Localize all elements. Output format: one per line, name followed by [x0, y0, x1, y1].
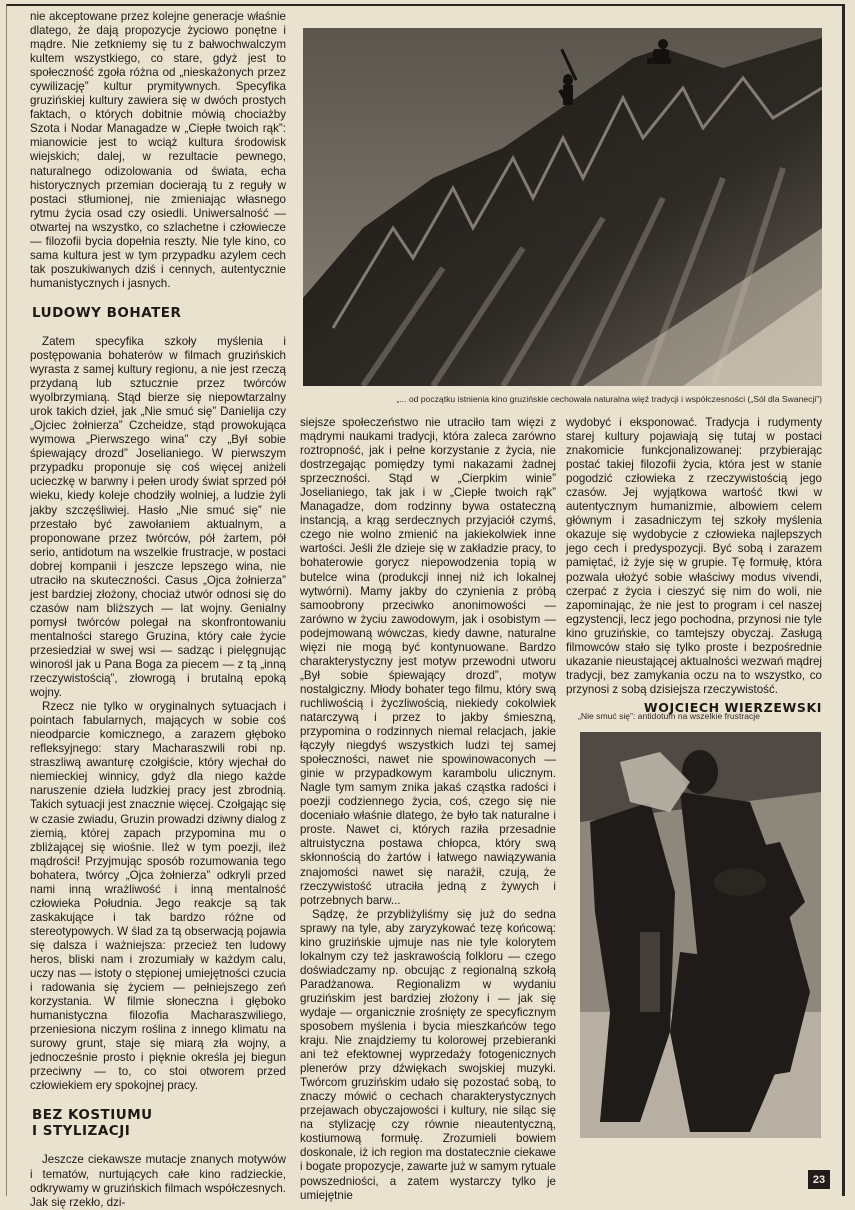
article-column-2: [300, 416, 556, 1203]
article-paragraph: siejsze społeczeństwo nie utraciło tam więzi z mądrymi naukami tradycji, która zaleca zarówno roztropność, jak i pełne korzystanie z życia, nie dostrzegając pomiędzy tymi nakazami żadnej sprzeczności. Stąd w „Cierpkim winie” Joselianiego, tak jak i w „Ciepłe twoich rąk” Managadze, dom rodzinny bywa ostateczną instancją, a krąg serdecznych przyjaciół czymś, czego nie wolno zmienić na jakiekolwiek inne wartości. Jeśli źle dzieje się w zakładzie pracy, to bohaterowie gorycz niepowodzenia topią w butelce wina (produkcji innej niż ich lokalnej wytwórni). Mamy jakby do czynienia z próbą samoobrony przeciwko anonimowości — zarówno w życiu zawodowym, jak i osobistym — podejmowaną wówczas, kiedy dawne, naturalne więzi nie mogą być kontynuowane. Bardzo charakterystyczny jest motyw przewodni utworu „Był sobie śpiewający drozd”, motyw nostalgiczny. Młody bohater tego filmu, który swą ruchliwością i życzliwością, niekiedy cokolwiek natarczywą i przez to jakby śmieszną, przypomina o rodzinnych niemal relacjach, jakie łączyły niegdyś wszystkich ludzi tej samej społeczności, nawet nie spowinowaconych — ginie w przypadkowym karambolu ulicznym. Nagle tym samym znika jakaś cząstka radości i poezji codziennego życia, coś, czego się nie doceniało właśnie dlatego, że było tak naturalne i proste. Nawet ci, których raziła przesadnie altruistyczna postawa chłopca, który swą skłonnością do żartów i łatwego nawiązywania znajomości nawet się narażił, czują, że rzeczywistość utraciła jedną z żywych i potrzebnych barw...: [300, 416, 556, 907]
article-paragraph: Sądzę, że przybliżyliśmy się już do sedna sprawy na tyle, aby zaryzykować tezę końcową: kino gruzińskie ujmuje nas nie tyle kolorytem lokalnym czy też jaskrawością folkloru — czego doświadczamy np. obcując z regionalną szkołą Paradżanowa. Regionalizm w wydaniu gruzińskim jest bardziej złożony i — jak się wydaje — organicznie zrośnięty ze specyficznym sposobem myślenia i bycia mieszkańców tego kraju. Nie znajdziemy tu kolorowej przebieranki ani też efektownej wyprzedaży fotogenicznych plenerów przy dźwiękach swojskiej muzyki. Twórcom gruzińskim udało się pozostać sobą, to znaczy mówić o cechach charakterystycznych przejawach obyczajowości i kultury, nie siląc się na stylizację czy równie nieautentyczną, kostiumową formułę. Zrozumieli bowiem doskonale, iż ich region ma dostatecznie ciekawe i bogate propozycje, zawarte już w samym rytuale powszedniości, a zatem wystarczy tylko je umiejętnie: [300, 907, 556, 1202]
photo-caption: „Nie smuć się”: antidotum na wszelkie frustracje: [578, 711, 760, 721]
page-number: 23: [808, 1170, 830, 1189]
author-byline: WOJCIECH WIERZEWSKI: [643, 699, 822, 715]
article-paragraph: Zatem specyfika szkoły myślenia i postępowania bohaterów w filmach gruzińskich wyrasta z samej kultury regionu, a nie jest rzeczą przydaną lub sztucznie przez twórców wyolbrzymianą. Stąd bierze się niepowtarzalny urok takich dzieł, jak „Nie smuć się” Danielija czy „Ojciec żołnierza” Czcheidze, stąd prowokująca wymowa „Pierwszego wina” czy „Był sobie śpiewający drozd” Joselianiego. W pierwszym przypadku proponuje się coś więcej aniżeli ucieczkę w barwny i pełen urody świat sprzed pół wieku, kiedy koleje chodziły wolniej, a ludzie żyli jakby szczęśliwiej. Hasło „Nie smuć się” nie przestało być zawołaniem aktualnym, a proponowane przez twórców, pół żartem, pół serio, antidotum na wszelkie frustracje, w postaci dobrej kompanii i jeszcze lepszego wina, nie utraciło na skuteczności. Casus „Ojca żołnierza” jest bardziej złożony, chociaż utwór odnosi się do czasów nam bliższych — lat wojny. Genialny pomysł twórców polegał na skonfrontowaniu mentalności starego Gruzina, który całe życie przesiedział w swej wsi — sadząc i pielęgnując winorośl jak u Pana Boga za piecem — z tą „inną rzeczywistością”, złowrogą i brutalną epoką wojny.: [30, 334, 286, 700]
mountain-climbers-photo: [303, 28, 822, 386]
article-column-1: [30, 10, 286, 1210]
article-paragraph: nie akceptowane przez kolejne generacje właśnie dlatego, że dają propozycje życiowo ponętne i mądre. Nie zetkniemy się tu z bałwochwalczym kultem wszystkiego, co stare, gdyż jest to społeczność zgoła różna od „nieskażonych przez cywilizację” kultur prymitywnych. Specyfika gruzińskiej kultury zawiera się w dwóch prostych faktach, o których dobitnie mówią chociażby Szota i Nodar Managadze w „Ciepłe twoich rąk”: mianowicie jest to wciąż kultura środowisk wiejskich; dalej, w rezultacie pewnego, naturalnego odizolowania od świata, echa historycznych przemian docierają tu z reguły w postaci stłumionej, nie zmieniając własnego rytmu życia osad czy osiedli. Uniwersalność — otwartej na wszystko, co szlachetne i człowiecze — filozofii bycia dopełnia reszty. Nie tyle kino, co sama kultura jest w tym przypadku azylem cech tak poszukiwanych dziś i cennych, autentycznie humanistycznych i jasnych.: [30, 10, 286, 290]
men-drinking-photo: [580, 732, 821, 1138]
article-paragraph: Rzecz nie tylko w oryginalnych sytuacjach i pointach fabularnych, mających w sobie coś nieodparcie komicznego, a zarazem głęboko refleksyjnego: stary Macharaszwili robi np. straszliwą awanturę czołgiście, który wjechał do niemieckiej winnicy, gdyż dla niego każde naruszenie dzieła ludzkiej pracy jest zbrodnią. Takich sytuacji jest znacznie więcej. Czołgając się w czasie zwiadu, Gruzin prowadzi dziwny dialog z ziemią, której zapach przypomina mu o zbliżającej się wiośnie. Ileż w tym poezji, ileż mądrości! Przyjmując sposób rozumowania tego bohatera, twórcy „Ojca żołnierza” odkryli przed nami inną wrażliwość i inną mentalność człowieka Południa. Jego reakcje są tak zaskakujące i tak bardzo różne od stereotypowych. W ślad za tą obserwacją pojawia się dalsza i ważniejsza: przecież ten ludowy heros, bliski nam i zrozumiały w każdym calu, uczy nas — istoty o stępionej umiejętności czucia i radowania się życiem — pełniejszego zeń korzystania. W filmie słoneczna i głęboko humanistyczna filozofia Macharaszwiliego, przeniesiona niczym roślina z innego klimatu na surowy grunt, staje się miarą zła wojny, a jednocześnie prosto i pięknie określa jej biegun przeciwny — to, co stoi otworem przed człowiekiem ery spokojnej pracy.: [30, 700, 286, 1093]
article-column-3: [566, 416, 822, 715]
photo-caption: „... od początku istnienia kino gruzińskie cechowała naturalna więź tradycji i współczesności („Sól dla Swanecji”): [396, 394, 822, 404]
article-paragraph: wydobyć i eksponować. Tradycja i rudymenty starej kultury pojawiają się tutaj w postaci znakomicie funkcjonalizowanej: przybierając postać takiej filozofii życia, która jest w stanie pogodzić człowieka z rzeczywistością jego czasów. Jej wyjątkowa wartość tkwi w autentycznym humanizmie, albowiem celem głównym i zasadniczym tej szkoły myślenia okazuje się wydobycie z człowieka najlepszych jego cech i predyspozycji. Być sobą i zarazem pamiętać, iż żyje się w grupie. Tę formułę, która pozwala ułożyć sobie właściwy modus vivendi, czerpać z życia i cieszyć się nim do woli, nie zapominając, że nie jest to program i cel naszej egzystencji, lecz jego pochodna, przynosi nie tyle kino gruzińskie, co tamtejszy obyczaj. Zasługą filmowców stało się tylko proste i bezpośrednie ukazanie nieustającej aktualności wezwań mądrej tradycji, bez zamykania oczu na to wszystko, co przynosi z sobą dzisiejsza rzeczywistość.: [566, 416, 822, 696]
section-heading: BEZ KOSTIUMU I STYLIZACJI: [32, 1107, 153, 1140]
section-heading: LUDOWY BOHATER: [32, 304, 182, 321]
article-paragraph: Jeszcze ciekawsze mutacje znanych motywów i tematów, nurtujących całe kino radzieckie, odkrywamy w gruzińskich filmach współczesnych. Jak się rzekło, dzi-: [30, 1153, 286, 1209]
